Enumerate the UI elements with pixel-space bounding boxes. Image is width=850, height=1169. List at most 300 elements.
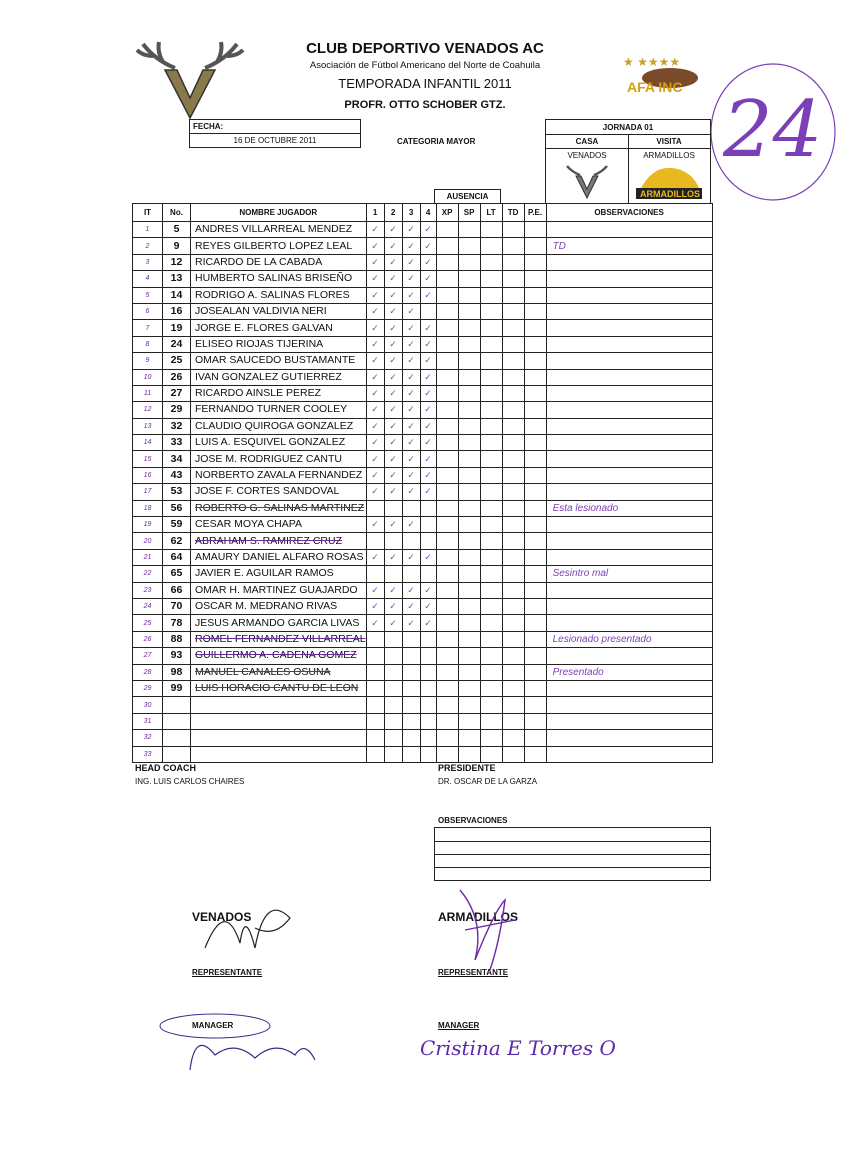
row-xp [436,730,458,746]
row-observacion [546,369,712,385]
row-observacion: Presentado [546,664,712,680]
svg-text:★ ★★★★: ★ ★★★★ [623,55,681,69]
row-q3: ✓ [402,303,420,319]
row-q4: ✓ [420,222,436,238]
row-lt [480,484,502,500]
row-pe [524,680,546,696]
row-xp [436,369,458,385]
row-sp [458,631,480,647]
row-lt [480,353,502,369]
handwritten-number: 24 [723,85,823,175]
jornada-title: JORNADA 01 [602,123,654,132]
row-it: 4 [133,271,163,287]
row-it: 27 [133,648,163,664]
row-td [502,303,524,319]
row-number: 24 [163,336,191,352]
row-pe [524,500,546,516]
row-pe [524,353,546,369]
row-xp [436,598,458,614]
row-sp [458,680,480,696]
row-number: 19 [163,320,191,336]
row-xp [436,435,458,451]
row-sp [458,385,480,401]
row-it: 14 [133,435,163,451]
row-it: 25 [133,615,163,631]
row-td [502,598,524,614]
row-q4: ✓ [420,598,436,614]
row-player-name: JESUS ARMANDO GARCIA LIVAS [191,615,367,631]
row-q1 [366,631,384,647]
row-q2 [384,713,402,729]
row-sp [458,648,480,664]
row-q3: ✓ [402,582,420,598]
row-q4: ✓ [420,484,436,500]
observaciones-box [434,827,711,881]
row-td [502,697,524,713]
row-player-name: CLAUDIO QUIROGA GONZALEZ [191,418,367,434]
row-q2: ✓ [384,303,402,319]
row-number: 27 [163,385,191,401]
row-number: 65 [163,566,191,582]
row-it: 13 [133,418,163,434]
row-q3: ✓ [402,271,420,287]
row-q2 [384,566,402,582]
row-td [502,222,524,238]
row-xp [436,517,458,533]
venados-manager-label: MANAGER [192,1021,234,1030]
row-observacion [546,336,712,352]
categoria-label: CATEGORIA MAYOR [397,137,476,146]
row-td [502,517,524,533]
row-xp [436,254,458,270]
row-sp [458,369,480,385]
col-q4: 4 [420,204,436,222]
row-pe [524,254,546,270]
row-it: 11 [133,385,163,401]
row-observacion [546,303,712,319]
row-q1 [366,566,384,582]
row-number: 33 [163,435,191,451]
row-td [502,287,524,303]
row-observacion [546,713,712,729]
row-number: 32 [163,418,191,434]
row-it: 18 [133,500,163,516]
row-q3: ✓ [402,451,420,467]
jornada-box [545,119,711,204]
table-row [133,222,713,238]
row-td [502,713,524,729]
row-sp [458,598,480,614]
row-sp [458,746,480,762]
table-row [133,303,713,319]
row-number: 9 [163,238,191,254]
row-xp [436,418,458,434]
row-q4 [420,664,436,680]
row-pe [524,238,546,254]
row-player-name: RODRIGO A. SALINAS FLORES [191,287,367,303]
row-player-name: HUMBERTO SALINAS BRISEÑO [191,271,367,287]
row-q3 [402,746,420,762]
table-row [133,435,713,451]
row-q1: ✓ [366,484,384,500]
row-td [502,648,524,664]
row-q1: ✓ [366,287,384,303]
venados-logo [135,40,245,120]
row-it: 33 [133,746,163,762]
col-td: TD [502,204,524,222]
table-row [133,697,713,713]
row-xp [436,713,458,729]
row-lt [480,746,502,762]
row-q4: ✓ [420,254,436,270]
row-number: 78 [163,615,191,631]
row-observacion: Lesionado presentado [546,631,712,647]
table-row [133,664,713,680]
row-td [502,664,524,680]
row-observacion [546,697,712,713]
row-q2: ✓ [384,369,402,385]
row-q4: ✓ [420,549,436,565]
row-lt [480,566,502,582]
club-title: CLUB DEPORTIVO VENADOS AC [306,40,544,57]
row-q3: ✓ [402,238,420,254]
row-observacion [546,746,712,762]
row-q3: ✓ [402,254,420,270]
row-player-name: JAVIER E. AGUILAR RAMOS [191,566,367,582]
row-player-name: RICARDO AINSLE PEREZ [191,385,367,401]
row-number: 59 [163,517,191,533]
row-q2: ✓ [384,271,402,287]
head-coach-name: ING. LUIS CARLOS CHAIRES [135,777,245,786]
row-td [502,549,524,565]
row-q3 [402,648,420,664]
row-number: 70 [163,598,191,614]
row-number: 25 [163,353,191,369]
row-xp [436,303,458,319]
row-q2: ✓ [384,385,402,401]
row-number: 13 [163,271,191,287]
row-q2 [384,730,402,746]
row-player-name: GUILLERMO A. CADENA GOMEZ [191,648,367,664]
row-player-name: ABRAHAM S. RAMIREZ CRUZ [191,533,367,549]
row-pe [524,517,546,533]
row-number: 43 [163,467,191,483]
row-lt [480,598,502,614]
row-xp [436,500,458,516]
row-q3 [402,713,420,729]
row-player-name: LUIS A. ESQUIVEL GONZALEZ [191,435,367,451]
afa-logo-text: AFA INC [627,79,683,95]
row-player-name: ANDRES VILLARREAL MENDEZ [191,222,367,238]
row-pe [524,582,546,598]
row-player-name: JOSE F. CORTES SANDOVAL [191,484,367,500]
association-name: Asociación de Fútbol Americano del Norte de Coahuila [309,60,541,71]
row-pe [524,287,546,303]
table-row [133,549,713,565]
row-q3: ✓ [402,549,420,565]
row-xp [436,631,458,647]
armadillos-representante-label: REPRESENTANTE [438,968,509,977]
row-number: 88 [163,631,191,647]
row-lt [480,303,502,319]
row-q4 [420,500,436,516]
row-q4 [420,697,436,713]
fecha-value: 16 DE OCTUBRE 2011 [233,136,317,145]
row-lt [480,238,502,254]
row-number: 98 [163,664,191,680]
row-number: 66 [163,582,191,598]
row-pe [524,369,546,385]
roster-header-row [133,204,713,222]
row-td [502,254,524,270]
row-q2: ✓ [384,598,402,614]
row-q3: ✓ [402,222,420,238]
table-row [133,517,713,533]
handwritten-number-circle [705,60,845,210]
fecha-label: FECHA: [193,122,224,131]
row-pe [524,320,546,336]
row-player-name: LUIS HORACIO CANTU DE LEON [191,680,367,696]
row-q4 [420,713,436,729]
row-q2 [384,680,402,696]
row-observacion [546,648,712,664]
row-sp [458,254,480,270]
row-q4: ✓ [420,353,436,369]
row-xp [436,549,458,565]
table-row [133,385,713,401]
row-number: 16 [163,303,191,319]
row-sp [458,271,480,287]
row-it: 3 [133,254,163,270]
row-pe [524,648,546,664]
col-xp: XP [436,204,458,222]
row-q3: ✓ [402,353,420,369]
row-sp [458,517,480,533]
table-row [133,467,713,483]
armadillos-manager-label: MANAGER [438,1021,480,1030]
col-q3: 3 [402,204,420,222]
row-q3: ✓ [402,402,420,418]
row-sp [458,303,480,319]
row-q1 [366,533,384,549]
row-lt [480,287,502,303]
row-q2 [384,500,402,516]
table-row [133,680,713,696]
row-q4 [420,648,436,664]
row-q1: ✓ [366,271,384,287]
row-q1: ✓ [366,303,384,319]
row-q4: ✓ [420,451,436,467]
venados-signature [195,888,305,973]
row-q2: ✓ [384,336,402,352]
row-q4 [420,517,436,533]
row-q1 [366,648,384,664]
row-player-name [191,746,367,762]
row-td [502,320,524,336]
row-q1 [366,730,384,746]
roster-table [132,203,713,763]
row-q1 [366,746,384,762]
table-row [133,582,713,598]
row-td [502,631,524,647]
row-lt [480,467,502,483]
row-player-name: JORGE E. FLORES GALVAN [191,320,367,336]
armadillos-signature [445,880,525,980]
row-td [502,680,524,696]
row-lt [480,730,502,746]
col-q1: 1 [366,204,384,222]
row-q4 [420,680,436,696]
table-row [133,566,713,582]
row-q3 [402,631,420,647]
row-observacion [546,549,712,565]
row-td [502,336,524,352]
row-sp [458,287,480,303]
row-observacion [546,467,712,483]
row-lt [480,615,502,631]
row-td [502,435,524,451]
row-pe [524,222,546,238]
row-td [502,566,524,582]
row-td [502,500,524,516]
row-it: 7 [133,320,163,336]
row-td [502,353,524,369]
row-pe [524,713,546,729]
col-lt: LT [480,204,502,222]
row-pe [524,484,546,500]
presidente-name: DR. OSCAR DE LA GARZA [438,777,538,786]
table-row [133,402,713,418]
row-xp [436,680,458,696]
armadillos-manager-signature: Cristina E Torres O [420,1036,616,1060]
row-lt [480,369,502,385]
row-player-name: NORBERTO ZAVALA FERNANDEZ [191,467,367,483]
row-it: 21 [133,549,163,565]
row-q2: ✓ [384,484,402,500]
row-xp [436,615,458,631]
row-number: 29 [163,402,191,418]
row-player-name: JOSE M. RODRIGUEZ CANTU [191,451,367,467]
season-title: TEMPORADA INFANTIL 2011 [338,76,512,91]
row-observacion [546,582,712,598]
row-q2: ✓ [384,287,402,303]
row-q3 [402,680,420,696]
table-row [133,336,713,352]
row-observacion [546,353,712,369]
row-observacion: Sesintro mal [546,566,712,582]
row-q1: ✓ [366,222,384,238]
row-player-name: FERNANDO TURNER COOLEY [191,402,367,418]
row-number: 53 [163,484,191,500]
visita-label: VISITA [656,137,682,146]
row-q4: ✓ [420,385,436,401]
row-pe [524,303,546,319]
row-it: 19 [133,517,163,533]
row-xp [436,467,458,483]
col-q2: 2 [384,204,402,222]
row-sp [458,713,480,729]
row-observacion [546,451,712,467]
row-sp [458,697,480,713]
row-pe [524,615,546,631]
row-q1: ✓ [366,467,384,483]
row-q4 [420,303,436,319]
row-q1: ✓ [366,369,384,385]
row-q2: ✓ [384,402,402,418]
row-sp [458,353,480,369]
row-it: 15 [133,451,163,467]
row-number: 93 [163,648,191,664]
row-lt [480,418,502,434]
row-q1: ✓ [366,320,384,336]
row-q1: ✓ [366,418,384,434]
row-it: 9 [133,353,163,369]
row-pe [524,451,546,467]
col-observaciones: OBSERVACIONES [546,204,712,222]
row-td [502,271,524,287]
row-q2: ✓ [384,467,402,483]
table-row [133,615,713,631]
row-sp [458,467,480,483]
row-lt [480,680,502,696]
row-player-name: OMAR SAUCEDO BUSTAMANTE [191,353,367,369]
row-lt [480,402,502,418]
row-q4: ✓ [420,238,436,254]
row-q2 [384,631,402,647]
row-number [163,730,191,746]
row-it: 8 [133,336,163,352]
row-td [502,484,524,500]
row-observacion [546,320,712,336]
row-q1 [366,713,384,729]
row-pe [524,697,546,713]
row-q1: ✓ [366,549,384,565]
row-q2: ✓ [384,320,402,336]
row-sp [458,615,480,631]
table-row [133,631,713,647]
row-player-name: ELISEO RIOJAS TIJERINA [191,336,367,352]
row-observacion [546,385,712,401]
row-xp [436,664,458,680]
col-sp: SP [458,204,480,222]
row-q4: ✓ [420,287,436,303]
row-lt [480,664,502,680]
row-xp [436,746,458,762]
fecha-box [189,119,361,148]
row-pe [524,271,546,287]
row-lt [480,385,502,401]
row-q1: ✓ [366,598,384,614]
row-observacion [546,533,712,549]
row-q4: ✓ [420,402,436,418]
row-observacion [546,680,712,696]
row-number [163,697,191,713]
row-q2 [384,533,402,549]
row-pe [524,336,546,352]
row-observacion [546,287,712,303]
row-number: 64 [163,549,191,565]
row-q2: ✓ [384,222,402,238]
col-pe: P.E. [524,204,546,222]
row-sp [458,435,480,451]
row-pe [524,631,546,647]
row-td [502,533,524,549]
row-q2 [384,697,402,713]
row-xp [436,287,458,303]
row-q3 [402,533,420,549]
row-player-name: RICARDO DE LA CABADA [191,254,367,270]
row-sp [458,549,480,565]
